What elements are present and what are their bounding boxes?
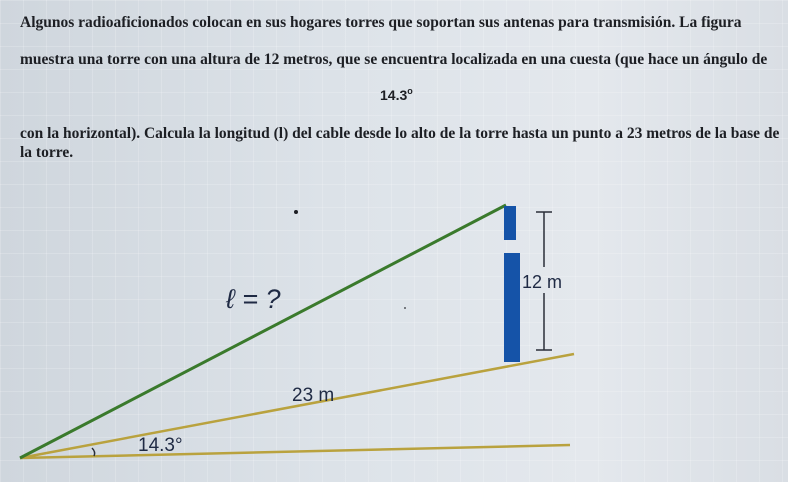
angle-arc: [92, 448, 95, 456]
cable-line: [20, 205, 506, 458]
dot-mark-small: [404, 307, 406, 309]
problem-line-4: la torre.: [20, 144, 74, 161]
slope-label: 23 m: [292, 385, 335, 406]
height-label: 12 m: [522, 272, 563, 292]
problem-line-2: muestra una torre con una altura de 12 metros, que se encuentra localizada en una cuesta (que hace un ángulo de: [20, 51, 768, 68]
angle-label: 14.3°: [138, 435, 183, 456]
slope-line: [20, 354, 574, 458]
tower-body: [504, 253, 520, 362]
angle-value: 14.3: [380, 87, 408, 103]
tower-top-segment: [504, 206, 516, 240]
degree-symbol: o: [407, 86, 413, 96]
dot-mark: [294, 210, 298, 214]
problem-line-1: Algunos radioaficionados colocan en sus hogares torres que soportan sus antenas para transmisión. La figura: [20, 14, 742, 31]
cable-label: ℓ = ?: [226, 284, 281, 314]
ground-line: [20, 445, 570, 458]
problem-line-3: con la horizontal). Calcula la longitud (l) del cable desde lo alto de la torre hasta un punto a 23 metros de la base de: [20, 125, 780, 142]
